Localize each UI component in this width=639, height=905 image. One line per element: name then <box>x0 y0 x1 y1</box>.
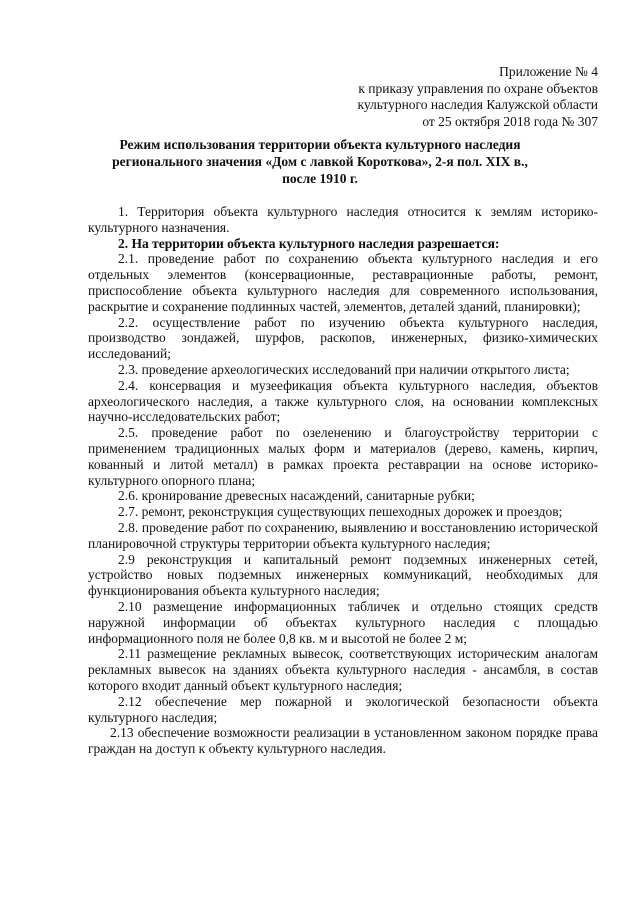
paragraph-2-9: 2.9 реконструкция и капитальный ремонт подземных инженерных сетей, устройство новых подземных инженерных коммуникаций, необходимых для функционирования объекта культурного наследия; <box>88 551 598 599</box>
paragraph-2-11: 2.11 размещение рекламных вывесок, соответствующих историческим аналогам рекламных вывесок на зданиях объекта культурного наследия - ансамбля, в состав которого входит данный объект культурного наследия; <box>88 646 598 693</box>
title-line-1: Режим использования территории объекта культурного наследия <box>119 137 521 152</box>
title-line-3: после 1910 г. <box>282 171 358 186</box>
section-heading-permitted: 2. На территории объекта культурного наследия разрешается: <box>118 235 500 251</box>
title-line-2: регионального значения «Дом с лавкой Короткова», 2-я пол. XIX в., <box>112 154 528 169</box>
paragraph-2-13: 2.13 обеспечение возможности реализации в установленном законом порядке права граждан на доступ к объекту культурного наследия. <box>88 725 598 757</box>
paragraph-2-12: 2.12 обеспечение мер пожарной и экологической безопасности объекта культурного наследия; <box>88 693 598 725</box>
appendix-number: Приложение № 4 <box>499 64 598 79</box>
paragraph-2-8: 2.8. проведение работ по сохранению, выявлению и восстановлению исторической планировочной структуры территории объекта культурного наследия; <box>88 519 598 551</box>
order-reference: к приказу управления по охране объектов <box>358 80 598 96</box>
paragraph-2-4: 2.4. консервация и музеефикация объекта культурного наследия, объектов археологического наследия, а также культурного слоя, на основании комплексных научно-исследовательских работ; <box>88 377 598 425</box>
document-title <box>80 136 560 187</box>
document-body <box>88 204 598 757</box>
paragraph-2-6: 2.6. кронирование древесных насаждений, санитарные рубки; <box>118 488 475 504</box>
paragraph-2-2: 2.2. осуществление работ по изучению объекта культурного наследия, производство зондажей, шурфов, раскопов, инженерных, физико-химических исследований; <box>88 314 598 362</box>
paragraph-2-10: 2.10 размещение информационных табличек и отдельно стоящих средств наружной информации об объектах культурного наследия с площадью информационного поля не более 0,8 кв. м и высотой не более 2 м; <box>88 598 598 646</box>
order-date: от 25 октября 2018 года № 307 <box>422 113 598 129</box>
appendix-header <box>357 64 598 130</box>
paragraph-2-1: 2.1. проведение работ по сохранению объекта культурного наследия и его отдельных элементов (консервационные, реставрационные работы, ремонт, приспособление объекта культурного наследия для современного использования, раскрытие и сохранение подлинных частей, элементов, деталей зданий, планировки); <box>88 251 598 314</box>
paragraph-2-3: 2.3. проведение археологических исследований при наличии открытого листа; <box>118 361 570 377</box>
issuing-authority: культурного наследия Калужской области <box>357 97 598 112</box>
paragraph-2-5: 2.5. проведение работ по озеленению и благоустройству территории с применением традиционных малых форм и материалов (дерево, камень, кирпич, кованный и литой металл) в рамках проекта реставрации на основе историко-культурного опорного плана; <box>88 425 598 488</box>
paragraph-1: 1. Территория объекта культурного наследия относится к землям историко-культурного назначения. <box>88 204 598 235</box>
paragraph-2-7: 2.7. ремонт, реконструкция существующих пешеходных дорожек и проездов; <box>118 504 563 520</box>
